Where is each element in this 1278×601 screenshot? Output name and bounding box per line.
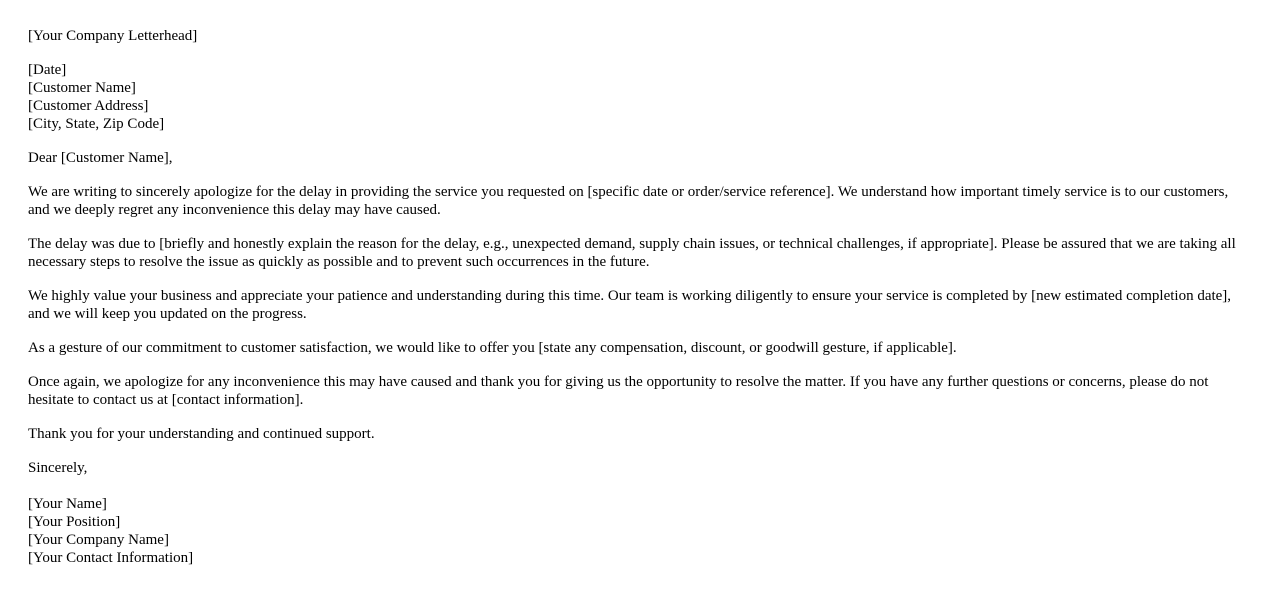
signature-block bbox=[28, 495, 1250, 567]
signature-name: [Your Name] bbox=[28, 496, 107, 512]
closing: Sincerely, bbox=[28, 460, 88, 476]
body-paragraph-2: The delay was due to [briefly and honestly explain the reason for the delay, e.g., unexpected demand, supply chain issues, or technical challenges, if appropriate]. Please be assured that we are taking all necessary steps to resolve the issue as quickly as possible and to prevent such occurrences in the future. bbox=[28, 236, 1236, 270]
signature-contact: [Your Contact Information] bbox=[28, 550, 194, 566]
signature-company: [Your Company Name] bbox=[28, 532, 169, 548]
letterhead-block bbox=[28, 27, 1250, 45]
customer-name-line: [Customer Name] bbox=[28, 80, 136, 96]
body-paragraph-5: Once again, we apologize for any inconvenience this may have caused and thank you for giving us the opportunity to resolve the matter. If you have any further questions or concerns, please do not hesitate to contact us at [contact information]. bbox=[28, 374, 1209, 408]
body-paragraph-3: We highly value your business and appreciate your patience and understanding during this time. Our team is working diligently to ensure your service is completed by [new estimated completion date], and we will keep you updated on the progress. bbox=[28, 288, 1232, 322]
body-paragraph-6: Thank you for your understanding and continued support. bbox=[28, 426, 375, 442]
letterhead: [Your Company Letterhead] bbox=[28, 28, 198, 44]
signature-position: [Your Position] bbox=[28, 514, 121, 530]
body-paragraph-1: We are writing to sincerely apologize for the delay in providing the service you requested on [specific date or order/service reference]. We understand how important timely service is to our customers, and we deeply regret any inconvenience this delay may have caused. bbox=[28, 184, 1229, 218]
recipient-block bbox=[28, 61, 1250, 133]
customer-address-line: [Customer Address] bbox=[28, 98, 149, 114]
body-paragraph-4: As a gesture of our commitment to customer satisfaction, we would like to offer you [state any compensation, discount, or goodwill gesture, if applicable]. bbox=[28, 340, 957, 356]
letter bbox=[28, 27, 1250, 583]
city-state-zip-line: [City, State, Zip Code] bbox=[28, 116, 165, 132]
salutation: Dear [Customer Name], bbox=[28, 150, 173, 166]
date-line: [Date] bbox=[28, 62, 67, 78]
